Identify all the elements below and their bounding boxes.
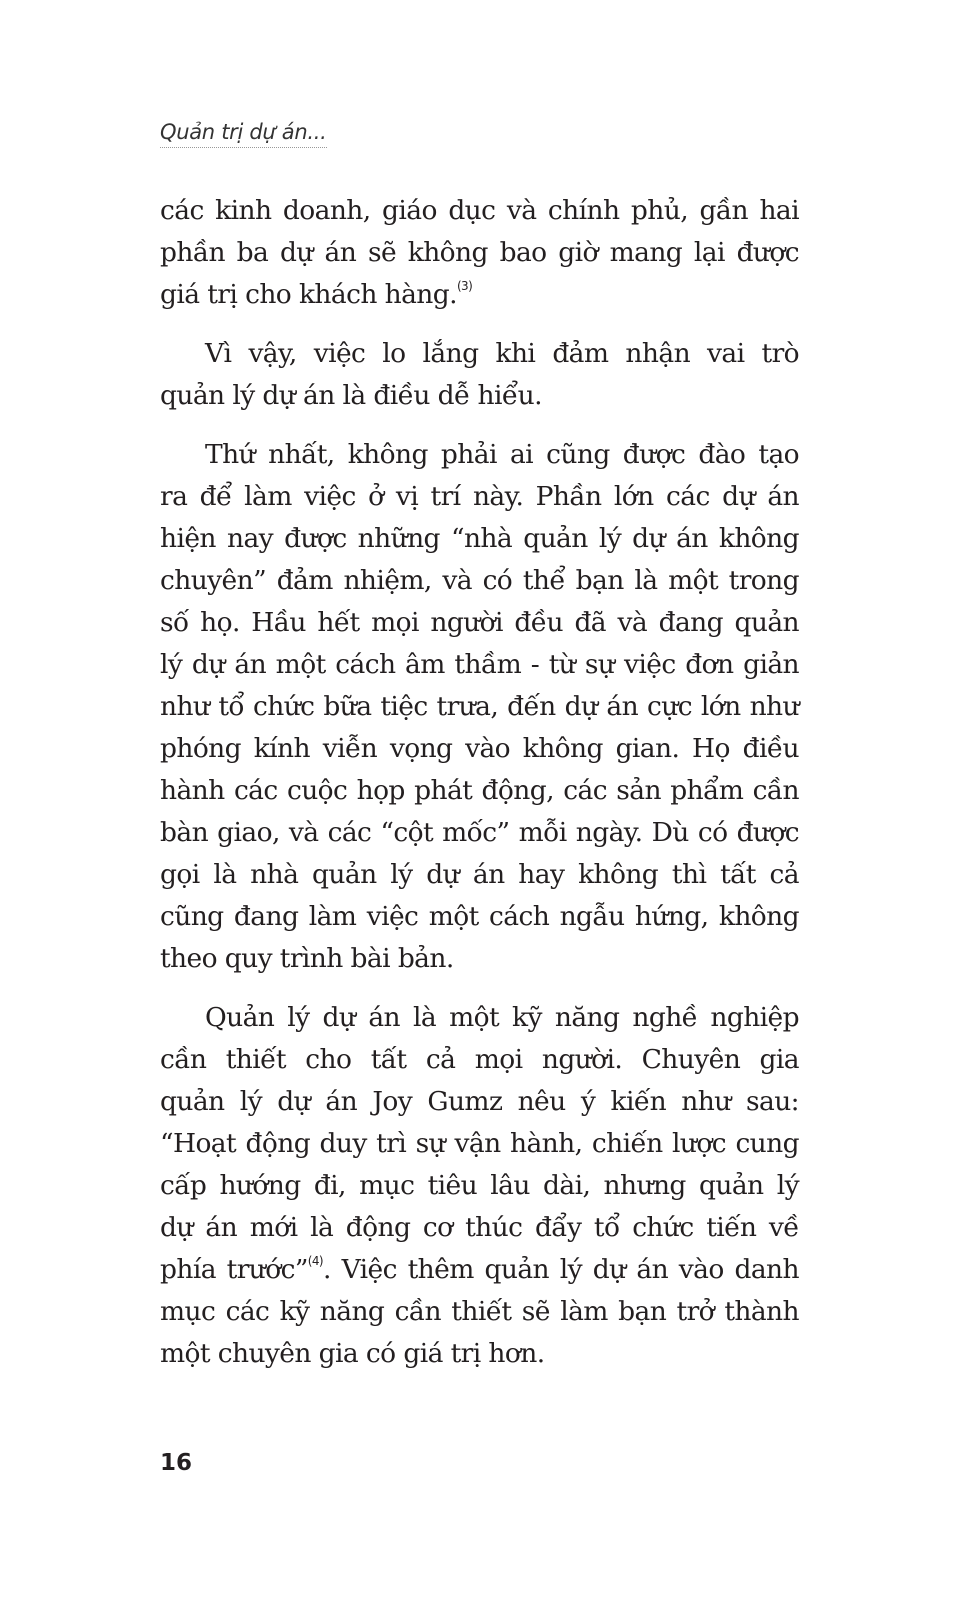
line-text: như tổ chức bữa tiệc trưa, đến dự án cực lớn như (160, 691, 799, 722)
running-header: Quản trị dự án... (160, 120, 327, 148)
line-text: cũng đang làm việc một cách ngẫu hứng, không (160, 901, 799, 932)
line-text: số họ. Hầu hết mọi người đều đã và đang quản (160, 607, 799, 638)
line-text: theo quy trình bài bản. (160, 943, 454, 974)
line-text: bàn giao, và các “cột mốc” mỗi ngày. Dù có được (160, 817, 799, 848)
text-line (160, 333, 799, 375)
text-line (160, 1123, 799, 1165)
text-line (160, 1333, 799, 1375)
line-text: cấp hướng đi, mục tiêu lâu dài, nhưng quản lý (160, 1170, 799, 1201)
text-line (160, 1207, 799, 1249)
text-line (160, 728, 799, 770)
line-text: cần thiết cho tất cả mọi người. Chuyên gia (160, 1044, 799, 1075)
text-line (160, 812, 799, 854)
text-line (160, 770, 799, 812)
text-line (160, 1039, 799, 1081)
text-line (160, 434, 799, 476)
line-text: Thứ nhất, không phải ai cũng được đào tạo (205, 439, 799, 470)
text-line (160, 232, 799, 274)
line-text: “Hoạt động duy trì sự vận hành, chiến lược cung (160, 1128, 799, 1159)
text-line (160, 476, 799, 518)
line-text: phần ba dự án sẽ không bao giờ mang lại được (160, 237, 799, 268)
line-text: quản lý dự án là điều dễ hiểu. (160, 380, 542, 411)
line-text: phóng kính viễn vọng vào không gian. Họ điều (160, 733, 799, 764)
line-text: các kinh doanh, giáo dục và chính phủ, gần hai (160, 195, 799, 226)
text-line (160, 560, 799, 602)
text-line (160, 854, 799, 896)
line-text: một chuyên gia có giá trị hơn. (160, 1338, 545, 1369)
line-text: hiện nay được những “nhà quản lý dự án không (160, 523, 799, 554)
text-line (160, 1165, 799, 1207)
footnote-reference: (3) (456, 279, 473, 293)
text-line (160, 1081, 799, 1123)
line-text-after: . Việc thêm quản lý dự án vào danh (323, 1254, 799, 1285)
paragraph (160, 434, 799, 980)
line-text: lý dự án một cách âm thầm - từ sự việc đơn giản (160, 649, 799, 680)
text-line (160, 997, 799, 1039)
line-text: dự án mới là động cơ thúc đẩy tổ chức tiến về (160, 1212, 799, 1243)
text-line (160, 686, 799, 728)
paragraph (160, 333, 799, 417)
line-text: chuyên” đảm nhiệm, và có thể bạn là một trong (160, 565, 799, 596)
text-line (160, 375, 799, 417)
text-line (160, 1291, 799, 1333)
footnote-reference: (4) (307, 1254, 323, 1268)
line-text: ra để làm việc ở vị trí này. Phần lớn các dự án (160, 481, 799, 512)
text-line (160, 938, 799, 980)
line-text: Vì vậy, việc lo lắng khi đảm nhận vai trò (205, 338, 799, 369)
text-line (160, 518, 799, 560)
paragraph (160, 190, 799, 316)
paragraph (160, 997, 799, 1375)
text-line (160, 644, 799, 686)
body-text (160, 190, 799, 1392)
text-line (160, 274, 799, 316)
line-text: gọi là nhà quản lý dự án hay không thì tất cả (160, 859, 799, 890)
line-text: phía trước” (160, 1254, 308, 1285)
text-line (160, 1249, 799, 1291)
page-number: 16 (160, 1450, 193, 1476)
line-text: Quản lý dự án là một kỹ năng nghề nghiệp (205, 1002, 799, 1033)
line-text: mục các kỹ năng cần thiết sẽ làm bạn trở thành (160, 1296, 799, 1327)
text-line (160, 896, 799, 938)
text-line (160, 602, 799, 644)
line-text: quản lý dự án Joy Gumz nêu ý kiến như sau: (160, 1086, 799, 1117)
text-line (160, 190, 799, 232)
line-text: hành các cuộc họp phát động, các sản phẩm cần (160, 775, 799, 806)
line-text: giá trị cho khách hàng. (160, 279, 457, 310)
